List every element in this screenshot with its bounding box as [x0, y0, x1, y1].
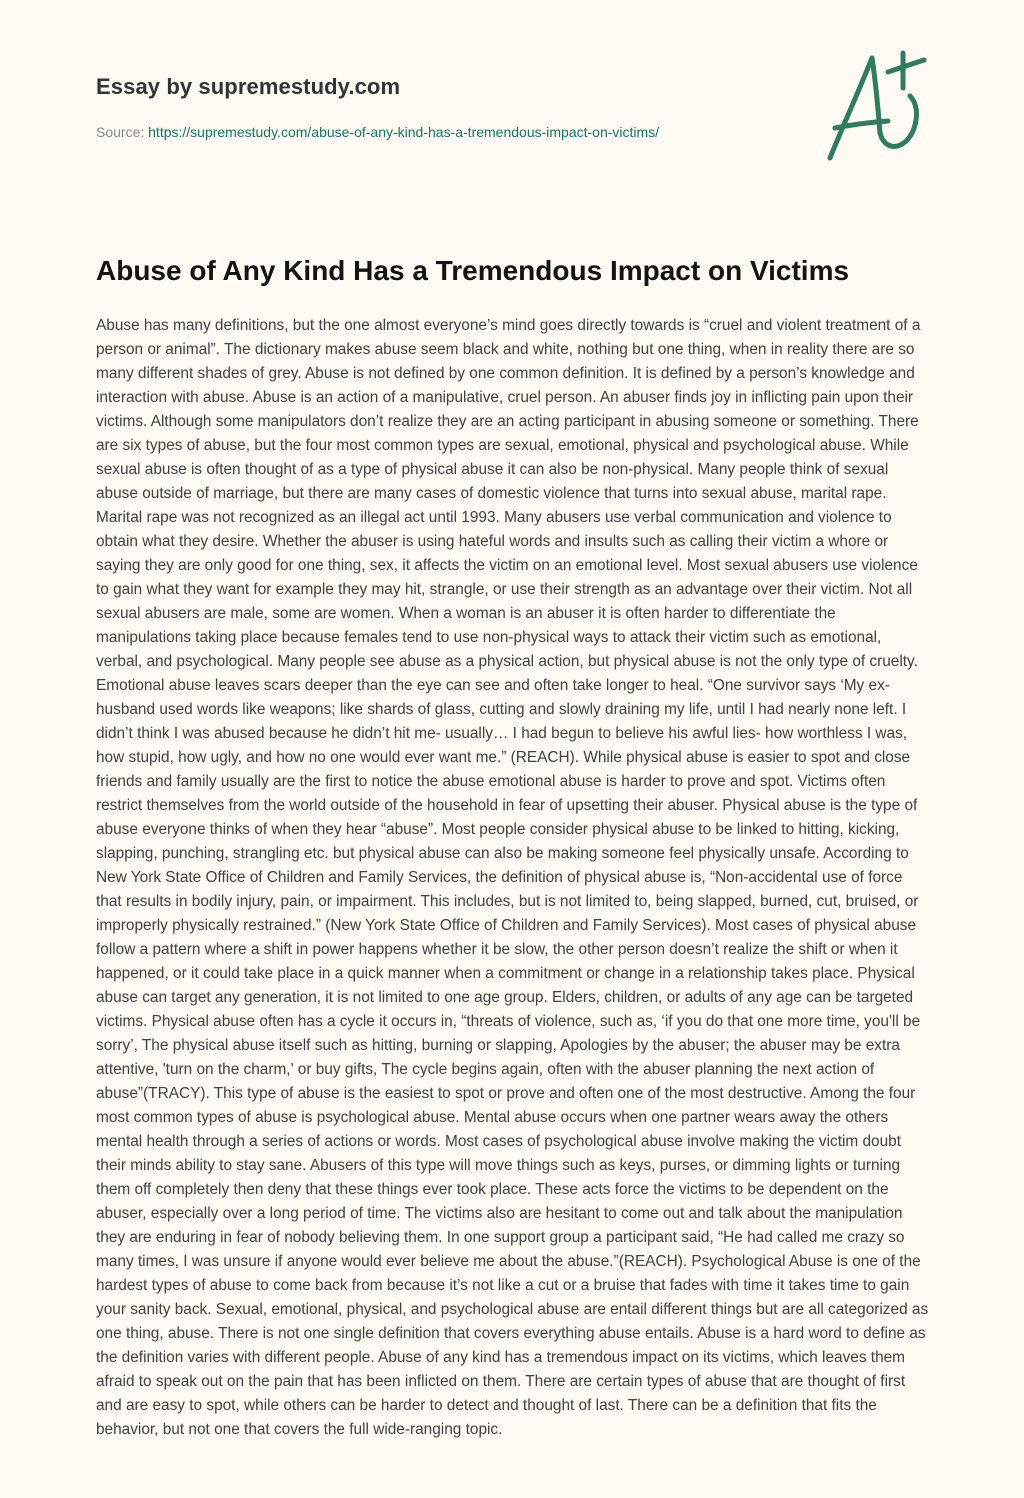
source-label: Source: [96, 124, 149, 140]
a-plus-logo-icon [820, 38, 930, 168]
essay-body: Abuse has many definitions, but the one almost everyone’s mind goes directly towards is “cruel and violent treatment of a person or animal”. The dictionary makes abuse seem black and white, nothing but one thing, when in reality there are so many different shades of grey. Abuse is not defined by one common definition. It is defined by a person’s knowledge and interaction with abuse. Abuse is an action of a manipulative, cruel person. An abuser finds joy in inflicting pain upon their victims. Although some manipulators don’t realize they are an acting participant in abusing someone or something. There are six types of abuse, but the four most common types are sexual, emotional, physical and psychological abuse. While sexual abuse is often thought of as a type of physical abuse it can also be non-physical. Many people think of sexual abuse outside of marriage, but there are many cases of domestic violence that turns into sexual abuse, marital rape. Marital rape was not recognized as an illegal act until 1993. Many abusers use verbal communication and violence to obtain what they desire. Whether the abuser is using hateful words and insults such as calling their victim a whore or saying they are only good for one thing, sex, it affects the victim on an emotional level. Most sexual abusers use violence to gain what they want for example they may hit, strangle, or use their strength as an advantage over their victim. Not all sexual abusers are male, some are women. When a woman is an abuser it is often harder to differentiate the manipulations taking place because females tend to use non-physical ways to attack their victim such as emotional, verbal, and psychological. Many people see abuse as a physical action, but physical abuse is not the only type of cruelty. Emotional abuse leaves scars deeper than the eye can see and often take longer to heal. “One survivor says ‘My ex-husband used words like weapons; like shards of glass, cutting and slowly draining my life, until I had nearly none left. I didn’t think I was abused because he didn’t hit me- usually… I had begun to believe his awful lies- how worthless I was, how stupid, how ugly, and how no one would ever want me.” (REACH). While physical abuse is easier to spot and close friends and family usually are the first to notice the abuse emotional abuse is harder to prove and spot. Victims often restrict themselves from the world outside of the household in fear of upsetting their abuser. Physical abuse is the type of abuse everyone thinks of when they hear “abuse”. Most people consider physical abuse to be linked to hitting, kicking, slapping, punching, strangling etc. but physical abuse can also be making someone feel physically unsafe. According to New York State Office of Children and Family Services, the definition of physical abuse is, “Non-accidental use of force that results in bodily injury, pain, or impairment. This includes, but is not limited to, being slapped, burned, cut, bruised, or improperly physically restrained.” (New York State Office of Children and Family Services). Most cases of physical abuse follow a pattern where a shift in power happens whether it be slow, the other person doesn’t realize the shift or when it happened, or it could take place in a quick manner when a commitment or change in a relationship takes place. Physical abuse can target any generation, it is not limited to one age group. Elders, children, or adults of any age can be targeted victims. Physical abuse often has a cycle it occurs in, “threats of violence, such as, ‘if you do that one more time, you'll be sorry’, The physical abuse itself such as hitting, burning or slapping, Apologies by the abuser; the abuser may be extra attentive, 'turn on the charm,' or buy gifts, The cycle begins again, often with the abuser planning the next action of abuse”(TRACY). This type of abuse is the easiest to spot or prove and often one of the most destructive. Among the four most common types of abuse is psychological abuse. Mental abuse occurs when one partner wears away the others mental health through a series of actions or words. Most cases of psychological abuse involve making the victim doubt their minds ability to stay sane. Abusers of this type will move things such as keys, purses, or dimming lights or turning them off completely then deny that these things ever took place. These acts force the victims to be dependent on the abuser, especially over a long period of time. The victims also are hesitant to come out and talk about the manipulation they are enduring in fear of nobody believing them. In one support group a participant said, “He had called me crazy so many times, I was unsure if anyone would ever believe me about the abuse.”(REACH). Psychological Abuse is one of the hardest types of abuse to come back from because it’s not like a cut or a bruise that fades with time it takes time to gain your sanity back. Sexual, emotional, physical, and psychological abuse are entail different things but are all categorized as one thing, abuse. There is not one single definition that covers everything abuse entails. Abuse is a hard word to define as the definition varies with different people. Abuse of any kind has a tremendous impact on its victims, which leaves them afraid to speak out on the pain that has been inflicted on them. There are certain types of abuse that are thought of first and are easy to spot, while others can be harder to detect and thought of last. There can be a definition that fits the behavior, but not one that covers the full wide-ranging topic. [96, 317, 929, 1438]
source-line [96, 124, 659, 140]
site-title: Essay by supremestudy.com [96, 74, 401, 99]
source-link[interactable]: https://supremestudy.com/abuse-of-any-kind-has-a-tremendous-impact-on-victims/ [148, 124, 660, 140]
essay-title: Abuse of Any Kind Has a Tremendous Impact on Victims [96, 255, 850, 286]
page-header [0, 0, 1024, 200]
